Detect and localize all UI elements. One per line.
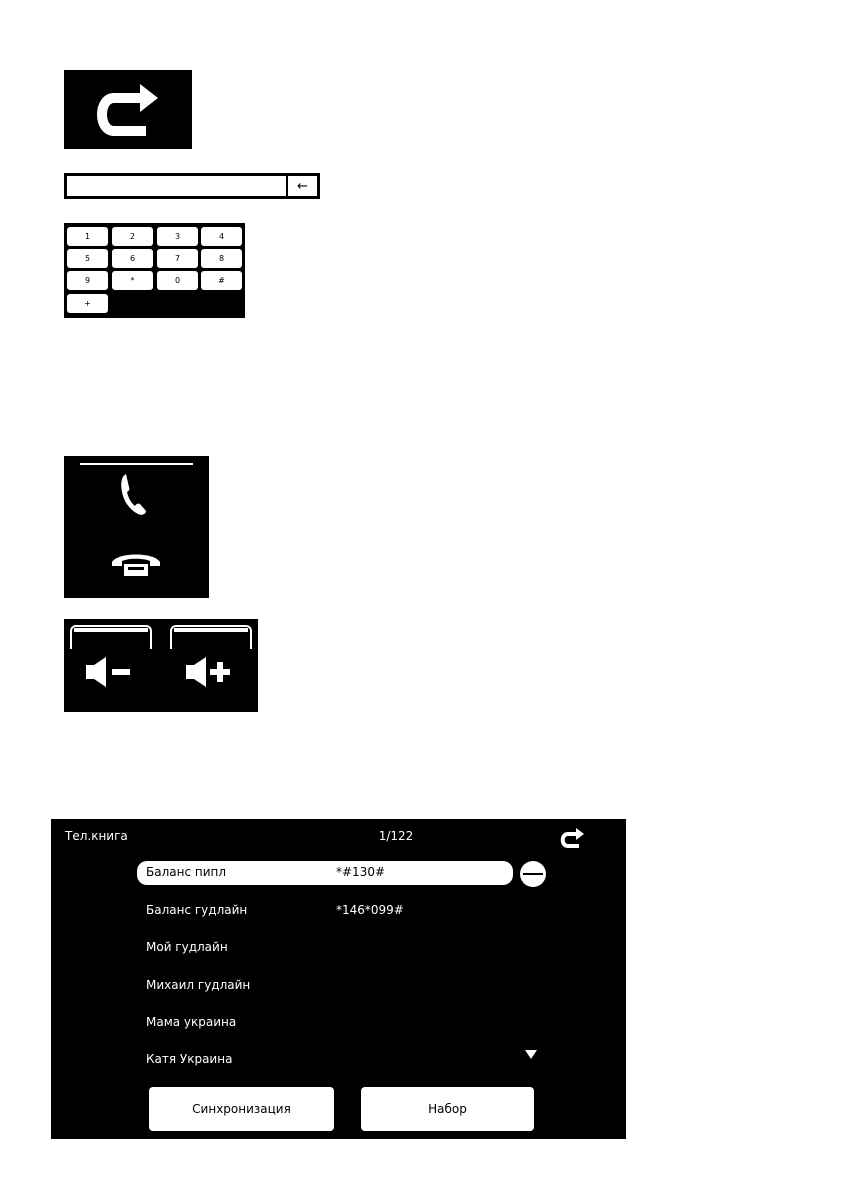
backspace-button[interactable] [287,176,317,196]
page-counter: 1/122 [378,829,414,843]
return-arrow-icon [64,70,192,149]
contact-name: Баланс пипл [146,865,227,879]
contact-name: Катя Украина [146,1052,233,1066]
divider [80,463,193,465]
number-input[interactable] [67,176,286,196]
volume-down-button[interactable] [68,625,154,705]
phone-handset-icon [108,470,164,520]
phonebook-screen [51,819,626,1139]
key-hash[interactable]: # [201,271,242,290]
return-arrow-icon [555,824,591,852]
dial-button[interactable]: Набор [361,1087,534,1131]
contact-row[interactable] [137,1011,513,1035]
backspace-arrow-icon: ← [297,178,308,194]
contact-row[interactable] [137,936,513,960]
back-button[interactable] [64,70,192,149]
frame-bar [174,628,248,632]
frame-bar [74,628,148,632]
call-control-panel [64,456,209,598]
edit-icon [523,873,543,875]
hang-up-button[interactable] [104,546,168,582]
contact-name: Мой гудлайн [146,940,228,954]
key-plus[interactable]: + [67,294,108,313]
key-3[interactable]: 3 [157,227,198,246]
key-8[interactable]: 8 [201,249,242,268]
contact-name: Михаил гудлайн [146,978,251,992]
contact-row[interactable] [137,861,513,885]
contact-row[interactable] [137,974,513,998]
number-input-bar [64,173,320,199]
volume-up-button[interactable] [168,625,254,705]
contact-name: Баланс гудлайн [146,903,248,917]
volume-up-icon [184,655,240,689]
page-title: Тел.книга [65,829,128,843]
key-star[interactable]: * [112,271,153,290]
call-button[interactable] [108,470,164,520]
hang-up-icon [104,546,168,582]
key-6[interactable]: 6 [112,249,153,268]
edit-contact-button[interactable] [520,861,546,887]
back-button[interactable] [555,824,591,852]
triangle-down-icon[interactable] [525,1050,537,1059]
contact-number: *146*099# [336,903,404,917]
key-0[interactable]: 0 [157,271,198,290]
key-4[interactable]: 4 [201,227,242,246]
key-9[interactable]: 9 [67,271,108,290]
sync-button[interactable]: Синхронизация [149,1087,334,1131]
contact-row[interactable] [137,1048,513,1072]
key-5[interactable]: 5 [67,249,108,268]
key-1[interactable]: 1 [67,227,108,246]
contact-number: *#130# [336,865,386,879]
key-7[interactable]: 7 [157,249,198,268]
key-2[interactable]: 2 [112,227,153,246]
contact-name: Мама украина [146,1015,237,1029]
volume-down-icon [84,655,140,689]
contact-row[interactable] [137,899,513,923]
volume-panel [64,619,258,712]
dial-keypad [64,223,245,318]
